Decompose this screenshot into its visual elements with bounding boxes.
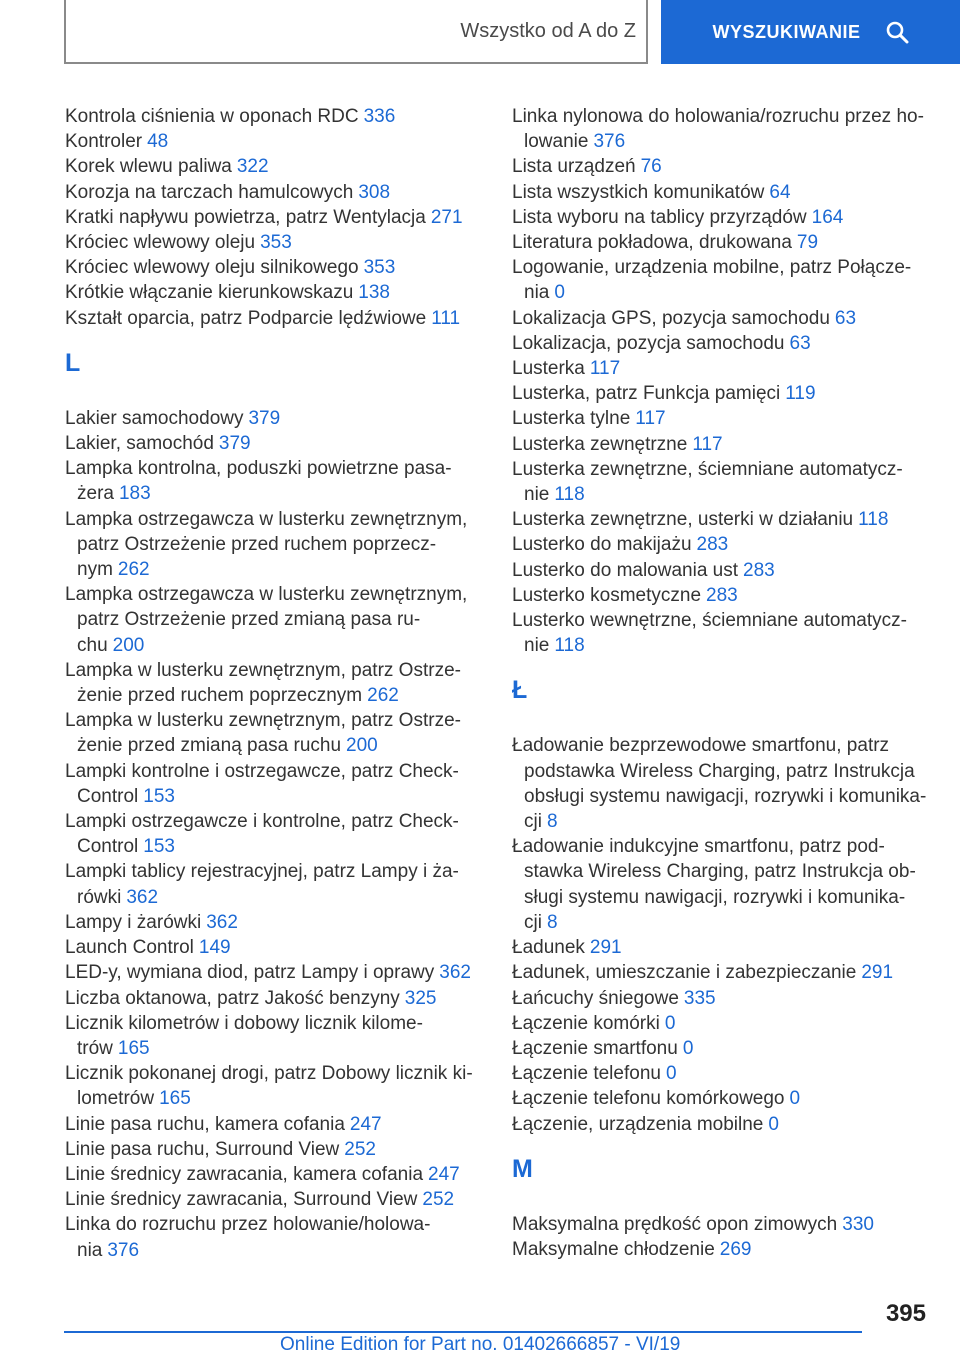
index-entry-page-link[interactable]: 76 [640,156,662,178]
index-entry-page-link[interactable]: 200 [112,634,145,656]
index-entry-text: Liczba oktanowa, patrz Jakość benzyny [65,987,400,1009]
index-entry [65,910,480,935]
index-entry [512,1086,927,1111]
index-entry [65,431,480,456]
index-entry-text: Korek wlewu paliwa [65,156,232,178]
index-entry-page-link[interactable]: 8 [546,811,558,833]
index-entry-text: Launch Control [65,937,194,959]
search-icon [885,20,909,44]
index-entry-text: Lusterko wewnętrzne, ściemniane automatycznie [512,610,907,657]
index-entry [512,205,927,230]
index-entry [65,154,480,179]
index-entry [65,1061,480,1111]
index-entry [512,532,927,557]
index-entry [512,381,927,406]
index-entry [512,180,927,205]
index-entry-page-link[interactable]: 164 [811,206,844,228]
index-entry-page-link[interactable]: 269 [719,1238,752,1260]
index-entry [512,356,927,381]
index-entry-text: Lusterka zewnętrzne, usterki w działaniu [512,509,854,531]
index-entry-page-link[interactable]: 247 [349,1113,382,1135]
index-entry-text: Króciec wlewowy oleju [65,232,256,254]
index-entry-text: Logowanie, urządzenia mobilne, patrz Połączenia [512,257,912,304]
footer-edition-link[interactable]: Online Edition for Part no. 01402666857 - VI/19 [280,1334,681,1355]
index-entry-page-link[interactable]: 165 [117,1037,150,1059]
index-entry-text: Łączenie telefonu [512,1063,661,1085]
index-entry-text: Lampka ostrzegawcza w lusterku zewnętrznym, patrz Ostrzeżenie przed zmianą pasa ruchu [65,584,468,656]
index-entry [65,306,480,331]
index-entry [512,432,927,457]
index-entry [65,1137,480,1162]
index-entry-page-link[interactable]: 118 [554,635,585,657]
index-entry-text: Lista wyboru na tablicy przyrządów [512,206,807,228]
index-entry-page-link[interactable]: 262 [117,559,150,581]
index-entry-text: Linie pasa ruchu, kamera cofania [65,1113,345,1135]
index-entry-page-link[interactable]: 353 [260,232,292,254]
index-entry-text: Korozja na tarczach hamulcowych [65,181,354,203]
index-entry [512,507,927,532]
index-entry-page-link[interactable]: 183 [118,483,151,505]
index-entry [512,960,927,985]
footer-divider [64,1331,862,1333]
index-entry-text: Lampka kontrolna, poduszki powietrzne pasażera [65,458,452,505]
index-entry-page-link[interactable]: 252 [422,1189,455,1211]
index-entry-page-link[interactable]: 153 [143,785,175,807]
search-button-label: WYSZUKIWANIE [712,21,861,42]
index-entry-page-link[interactable]: 79 [796,232,819,254]
index-entry [65,205,480,230]
index-entry [512,583,927,608]
index-entry-text: Lokalizacja GPS, pozycja samochodu [512,307,830,329]
index-entry-page-link[interactable]: 118 [858,509,889,531]
index-entry-text: Lampka w lusterku zewnętrznym, patrz Ostrzeżenie przed ruchem poprzecznym [65,659,461,707]
index-entry [512,331,927,356]
index-entry-text: Lusterko kosmetyczne [512,584,702,606]
index-entry-page-link[interactable]: 63 [789,332,811,354]
index-entry-page-link[interactable]: 0 [682,1037,694,1059]
index-entry-page-link[interactable]: 362 [206,911,238,933]
index-entry [65,809,480,859]
index-entry [512,834,927,935]
index-entry-page-link[interactable]: 322 [236,156,269,178]
index-entry [512,104,927,154]
index-entry-text: Kontrola ciśnienia w oponach RDC [65,106,359,127]
index-entry [65,255,480,280]
page-number: 395 [885,1300,926,1327]
index-entry-page-link[interactable]: 117 [635,408,666,430]
index-entry-page-link[interactable]: 8 [546,911,558,933]
index-entry [65,708,480,758]
index-entry [65,406,480,431]
index-entry [65,582,480,658]
index-entry-text: Lista urządzeń [512,156,636,178]
index-entry-page-link[interactable]: 48 [147,131,169,153]
index-letter-heading: M [512,1154,533,1183]
index-entry-text: Linka do rozruchu przez holowanie/holowania [65,1214,431,1261]
index-entry-page-link[interactable]: 0 [664,1012,676,1034]
index-entry-text: Lampka ostrzegawcza w lusterku zewnętrznym, patrz Ostrzeżenie przed ruchem poprzecznym [65,508,468,581]
index-entry-page-link[interactable]: 291 [589,937,622,959]
index-entry [512,306,927,331]
index-entry-text: Lusterka tylne [512,408,631,430]
index-entry-text: Łączenie, urządzenia mobilne [512,1113,764,1135]
index-entry-text: Linie średnicy zawracania, kamera cofania [65,1163,424,1185]
index-entry-page-link[interactable]: 379 [248,407,281,429]
index-entry-page-link[interactable]: 376 [107,1239,140,1261]
index-entry [512,1237,927,1262]
index-entry-text: Krótkie włączanie kierunkowskazu [65,282,354,304]
index-entry-page-link[interactable]: 247 [428,1163,460,1185]
index-entry-text: LED-y, wymiana diod, patrz Lampy i oprawy [65,962,435,984]
index-entry [65,658,480,708]
index-entry [65,859,480,909]
index-entry [512,1212,927,1237]
index-entry-text: Kształt oparcia, patrz Podparcie lędźwiowe [65,307,427,329]
index-entry-text: Literatura pokładowa, drukowana [512,232,792,254]
index-entry-text: Króciec wlewowy oleju silnikowego [65,257,359,279]
index-entry-text: Lakier samochodowy [65,407,244,429]
index-entry [512,230,927,255]
index-entry-page-link[interactable]: 149 [198,937,231,959]
index-entry [512,558,927,583]
index-entry-text: Lampki tablicy rejestracyjnej, patrz Lampy i żarówki [65,861,459,908]
index-entry-page-link[interactable]: 376 [593,131,626,153]
index-entry [512,255,927,305]
index-entry [512,1112,927,1137]
index-entry-text: Lokalizacja, pozycja samochodu [512,332,785,354]
index-entry [512,986,927,1011]
index-entry-text: Łączenie smartfonu [512,1037,678,1059]
index-entry-text: Licznik pokonanej drogi, patrz Dobowy licznik kilometrów [65,1063,473,1110]
index-entry [512,154,927,179]
index-entry-page-link[interactable]: 0 [789,1088,801,1110]
index-entry-page-link[interactable]: 262 [367,685,399,707]
index-entry-text: Lampka w lusterku zewnętrznym, patrz Ostrzeżenie przed zmianą pasa ruchu [65,710,461,757]
index-entry [65,180,480,205]
index-entry-text: Lakier, samochód [65,433,214,455]
index-entry-page-link[interactable]: 200 [346,735,378,757]
index-entry-page-link[interactable]: 153 [143,836,175,858]
index-entry-text: Licznik kilometrów i dobowy licznik kilometrów [65,1012,423,1059]
index-entry [65,759,480,809]
index-entry-text: Lusterka zewnętrzne, ściemniane automatycznie [512,458,903,506]
index-entry-page-link[interactable]: 379 [218,433,251,455]
index-entry [512,406,927,431]
index-entry [65,1011,480,1061]
index-entry-text: Lampy i żarówki [65,911,202,933]
index-entry-page-link[interactable]: 111 [431,307,461,329]
index-entry-text: Lusterka, patrz Funkcja pamięci [512,383,781,405]
index-entry-page-link[interactable]: 271 [430,206,463,228]
index-entry [512,1061,927,1086]
index-entry-page-link[interactable]: 362 [126,886,159,908]
index-entry-text: Ładunek, umieszczanie i zabezpieczanie [512,962,857,984]
index-entry [512,733,927,834]
index-entry-text: Łączenie telefonu komórkowego [512,1088,785,1110]
index-entry-text: Linka nylonowa do holowania/rozruchu przez holowanie [512,106,924,153]
index-entry-text: Kontroler [65,131,143,153]
index-entry-page-link[interactable]: 117 [692,433,723,455]
index-entry-text: Lusterka zewnętrzne [512,433,688,455]
tab-all-a-to-z[interactable] [64,0,648,64]
index-entry [65,129,480,154]
index-entry [65,986,480,1011]
index-entry-text: Kratki napływu powietrza, patrz Wentylacja [65,206,426,228]
index-entry-text: Lusterko do malowania ust [512,559,739,581]
index-entry [65,1162,480,1187]
index-entry [512,1011,927,1036]
index-entry [65,456,480,506]
index-entry [65,507,480,583]
index-entry-page-link[interactable]: 118 [554,484,585,506]
index-entry-page-link[interactable]: 283 [696,534,729,556]
index-entry-page-link[interactable]: 0 [768,1113,779,1135]
index-entry-page-link[interactable]: 291 [861,962,894,984]
index-column-right [512,104,927,1262]
index-entry [65,104,480,129]
index-entry-page-link[interactable]: 252 [344,1138,376,1160]
index-entry [65,1187,480,1212]
index-letter-heading: Ł [512,676,528,705]
index-entry [512,608,927,658]
index-entry-text: Łańcuchy śniegowe [512,987,679,1009]
index-entry-page-link[interactable]: 325 [404,987,437,1009]
index-entry [65,960,480,985]
index-entry-page-link[interactable]: 0 [554,282,565,304]
index-entry-text: Lampki ostrzegawcze i kontrolne, patrz Check-Control [65,811,459,858]
index-entry-text: Linie średnicy zawracania, Surround View [65,1189,418,1211]
index-letter-heading: L [65,348,81,377]
index-entry-page-link[interactable]: 283 [706,584,738,606]
search-button[interactable] [661,0,960,64]
index-entry-text: Linie pasa ruchu, Surround View [65,1138,340,1160]
index-entry-page-link[interactable]: 335 [683,987,716,1009]
index-entry-text: Ładowanie bezprzewodowe smartfonu, patrz podstawka Wireless Charging, patrz Instrukcja obsługi systemu nawigacji, rozrywki i komunikacji [512,735,927,833]
index-entry [512,1036,927,1061]
index-entry [65,935,480,960]
index-entry [512,935,927,960]
index-entry-page-link[interactable]: 283 [743,559,775,581]
index-entry [512,457,927,507]
index-column-left [65,104,480,1263]
index-entry-text: Lista wszystkich komunikatów [512,181,765,203]
index-entry-text: Ładowanie indukcyjne smartfonu, patrz podstawka Wireless Charging, patrz Instrukcja obsługi systemu nawigacji, rozrywki i komunikacji [512,836,916,933]
index-entry-page-link[interactable]: 165 [159,1088,191,1110]
index-entry-text: Lusterko do makijażu [512,534,692,556]
index-entry-text: Maksymalne chłodzenie [512,1238,715,1260]
index-entry-page-link[interactable]: 117 [589,358,621,380]
index-entry-page-link[interactable]: 138 [358,282,390,304]
index-entry-page-link[interactable]: 0 [665,1063,677,1085]
index-entry-text: Lusterka [512,358,585,380]
index-entry-page-link[interactable]: 336 [363,106,396,127]
index-entry-page-link[interactable]: 353 [363,257,396,279]
index-entry [65,280,480,305]
index-entry-text: Ładunek [512,937,585,959]
index-entry-text: Łączenie komórki [512,1012,660,1034]
index-entry-page-link[interactable]: 330 [842,1213,874,1235]
index-entry-page-link[interactable]: 362 [439,962,471,984]
index-entry-page-link[interactable]: 308 [358,181,391,203]
index-entry-text: Lampki kontrolne i ostrzegawcze, patrz Check-Control [65,760,459,807]
index-entry [65,230,480,255]
tab-all-a-to-z-label: Wszystko od A do Z [460,19,636,42]
index-entry-page-link[interactable]: 64 [769,181,791,203]
index-entry-text: Maksymalna prędkość opon zimowych [512,1213,838,1235]
index-entry [65,1112,480,1137]
index-entry [65,1212,480,1262]
index-entry-page-link[interactable]: 63 [834,307,857,329]
index-entry-page-link[interactable]: 119 [785,383,816,405]
